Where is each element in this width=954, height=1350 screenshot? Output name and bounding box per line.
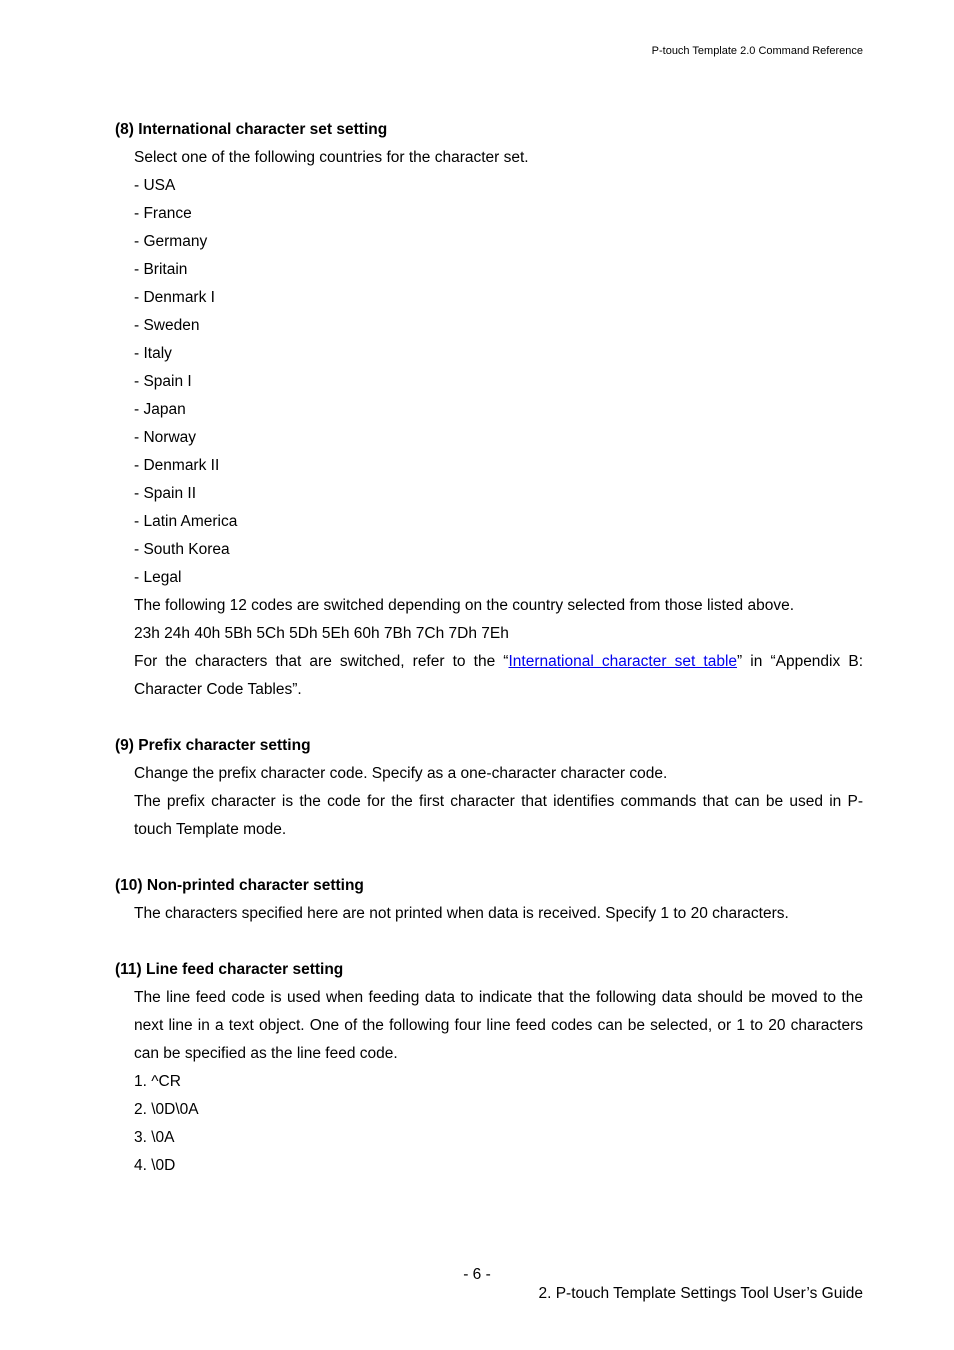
- page-content: [115, 116, 863, 1180]
- list-item: - Latin America: [134, 513, 238, 530]
- reference-paragraph: [115, 648, 863, 704]
- section-line-feed-character: [115, 956, 863, 1180]
- paragraph: The following 12 codes are switched depending on the country selected from those listed above.: [134, 597, 795, 614]
- paragraph: The line feed code is used when feeding data to indicate that the following data should be moved to the next line in a text object. One of the following four line feed codes can be selected, or 1 to 20 characters can be specified as the line feed code.: [134, 989, 863, 1062]
- paragraph: The prefix character is the code for the first character that identifies commands that can be used in P-touch Template mode.: [134, 793, 863, 838]
- list-item: - USA: [134, 177, 176, 194]
- list-item: 2. \0D\0A: [134, 1101, 199, 1118]
- list-item: - Sweden: [134, 317, 200, 334]
- paragraph: Change the prefix character code. Specify as a one-character character code.: [134, 765, 668, 782]
- section-title: (10) Non-printed character setting: [115, 877, 364, 894]
- country-list: [115, 172, 863, 592]
- list-item: - South Korea: [134, 541, 230, 558]
- list-item: - Britain: [134, 261, 188, 278]
- section-international-character-set: [115, 116, 863, 704]
- page-number: - 6 -: [463, 1266, 491, 1283]
- running-header: P-touch Template 2.0 Command Reference: [651, 45, 863, 57]
- section-prefix-character: [115, 732, 863, 844]
- list-item: - Spain II: [134, 485, 197, 502]
- section-non-printed-character: [115, 872, 863, 928]
- running-footer: 2. P-touch Template Settings Tool User’s Guide: [538, 1285, 863, 1302]
- list-item: - Italy: [134, 345, 172, 362]
- international-character-set-table-link[interactable]: International character set table: [508, 653, 738, 670]
- list-item: - Legal: [134, 569, 182, 586]
- section-title: (11) Line feed character setting: [115, 961, 344, 978]
- list-item: - Germany: [134, 233, 208, 250]
- section-title: (9) Prefix character setting: [115, 737, 311, 754]
- paragraph: The characters specified here are not printed when data is received. Specify 1 to 20 characters.: [134, 905, 789, 922]
- list-item: 1. ^CR: [134, 1073, 181, 1090]
- reference-text: For the characters that are switched, refer to the “: [134, 653, 509, 670]
- reference-text: ” in “Appendix B: Character Code Tables”.: [134, 653, 863, 698]
- list-item: 4. \0D: [134, 1157, 176, 1174]
- paragraph: Select one of the following countries for the character set.: [134, 149, 529, 166]
- code-list: 23h 24h 40h 5Bh 5Ch 5Dh 5Eh 60h 7Bh 7Ch 7Dh 7Eh: [134, 625, 509, 642]
- list-item: - Denmark II: [134, 457, 220, 474]
- list-item: - Japan: [134, 401, 186, 418]
- section-title: (8) International character set setting: [115, 121, 388, 138]
- list-item: - France: [134, 205, 192, 222]
- line-feed-options: [115, 1068, 863, 1180]
- list-item: - Spain I: [134, 373, 192, 390]
- list-item: - Denmark I: [134, 289, 215, 306]
- list-item: 3. \0A: [134, 1129, 175, 1146]
- list-item: - Norway: [134, 429, 197, 446]
